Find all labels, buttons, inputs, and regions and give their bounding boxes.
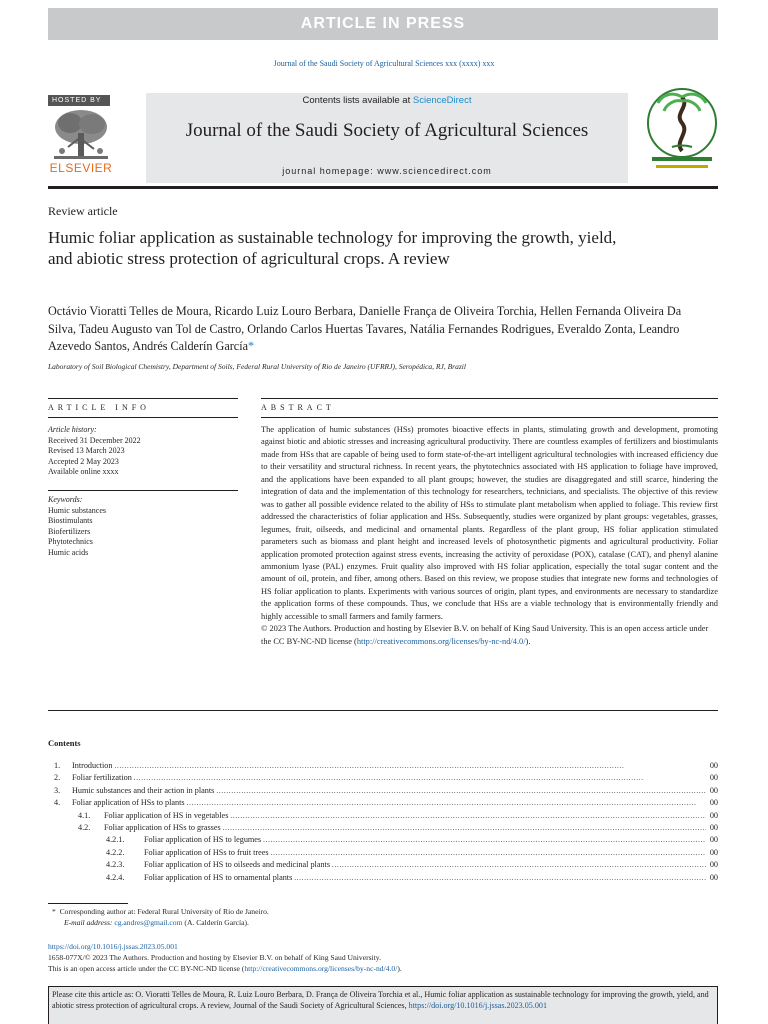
keyword-item: Biostimulants bbox=[48, 516, 93, 525]
toc-entry-label[interactable]: Foliar application of HSs to plants bbox=[72, 798, 185, 808]
abstract-body bbox=[261, 424, 718, 648]
toc-entry-label[interactable]: Foliar application of HS in vegetables bbox=[104, 810, 229, 820]
elsevier-wordmark: ELSEVIER bbox=[49, 161, 113, 175]
author-names: Octávio Vioratti Telles de Moura, Ricardo Luiz Louro Berbara, Danielle França de Oliveira Torchia, Hellen Fernanda Oliveira Da Silva, Tadeu Augusto van Tol de Castro, Orlando Carlos Huertas Tavares, Natália Fernandes Rodrigues, Everaldo Zonta, Leandro Azevedo Santos, Andrés Calderín García bbox=[48, 304, 682, 353]
article-history bbox=[48, 425, 238, 478]
copyright-text: © 2023 The Authors. Production and hosting by Elsevier B.V. on behalf of King Saud University. This is an open access article under the CC BY-NC-ND license ( bbox=[261, 624, 709, 646]
doi-text[interactable]: https://doi.org/10.1016/j.jssas.2023.05.001 bbox=[48, 942, 178, 951]
toc-entry-label[interactable]: Foliar application of HS to legumes bbox=[144, 835, 262, 845]
toc-entry-page: 00 bbox=[709, 810, 718, 820]
hosted-by-label: HOSTED BY bbox=[48, 95, 110, 106]
oa-prefix: This is an open access article under the CC BY-NC-ND license ( bbox=[48, 964, 245, 973]
contents-heading: Contents bbox=[48, 738, 81, 748]
toc-entry[interactable] bbox=[48, 859, 718, 871]
keyword-item: Humic acids bbox=[48, 547, 89, 557]
toc-entry-label[interactable]: Foliar fertilization bbox=[72, 773, 132, 783]
citation-box bbox=[48, 986, 718, 1024]
toc-entry-page: 00 bbox=[709, 822, 718, 832]
table-of-contents bbox=[48, 760, 718, 884]
toc-leader-dots bbox=[271, 847, 706, 859]
doi-link[interactable] bbox=[48, 942, 178, 953]
toc-entry-page: 00 bbox=[709, 847, 718, 857]
keyword-item: Phytotechnics bbox=[48, 537, 93, 546]
oa-suffix: ). bbox=[397, 964, 402, 973]
article-info-heading-rule bbox=[48, 417, 238, 418]
toc-entry-number: 4.1. bbox=[78, 810, 91, 820]
oa-license-link[interactable]: http://creativecommons.org/licenses/by-nc-nd/4.0/ bbox=[244, 964, 398, 973]
abstract-bottom-rule bbox=[48, 710, 718, 711]
toc-leader-dots bbox=[114, 760, 705, 772]
toc-leader-dots bbox=[187, 797, 706, 809]
toc-leader-dots bbox=[263, 834, 706, 846]
toc-leader-dots bbox=[134, 772, 706, 784]
toc-leader-dots bbox=[216, 785, 705, 797]
citation-doi-link[interactable]: https://doi.org/10.1016/j.jssas.2023.05.001 bbox=[408, 1001, 547, 1010]
toc-entry-number: 3. bbox=[54, 785, 61, 795]
corresponding-text: Corresponding author at: Federal Rural University of Rio de Janeiro. bbox=[59, 907, 269, 916]
history-accepted: Accepted 2 May 2023 bbox=[48, 456, 119, 466]
toc-entry-page: 00 bbox=[709, 761, 718, 770]
open-access-line bbox=[48, 964, 402, 975]
keywords-label: Keywords: bbox=[48, 495, 83, 504]
contents-prefix: Contents lists available at bbox=[302, 95, 413, 106]
footnote-mark: * bbox=[52, 907, 56, 916]
masthead-divider bbox=[48, 186, 718, 189]
toc-entry-page: 00 bbox=[709, 785, 718, 795]
toc-leader-dots bbox=[294, 872, 706, 884]
history-revised: Revised 13 March 2023 bbox=[48, 446, 125, 455]
toc-entry-number: 1. bbox=[54, 761, 61, 770]
toc-entry-page: 00 bbox=[709, 860, 718, 870]
toc-entry-number: 4.2.2. bbox=[106, 847, 125, 857]
issn-line: 1658-077X/© 2023 The Authors. Production and hosting by Elsevier B.V. on behalf of King Saud University. bbox=[48, 953, 381, 962]
license-link[interactable]: http://creativecommons.org/licenses/by-nc-nd/4.0/ bbox=[356, 636, 526, 646]
article-title: Humic foliar application as sustainable technology for improving the growth, yield, and abiotic stress protection of agricultural crops. A review bbox=[48, 228, 617, 268]
toc-entry-label[interactable]: Foliar application of HS to oilseeds and medicinal plants bbox=[144, 860, 331, 870]
toc-entry[interactable] bbox=[48, 847, 718, 859]
author-list bbox=[48, 303, 708, 356]
toc-leader-dots bbox=[223, 822, 706, 834]
journal-homepage-link[interactable]: journal homepage: www.sciencedirect.com bbox=[282, 166, 492, 176]
article-info-heading: ARTICLE INFO bbox=[48, 403, 150, 412]
toc-entry[interactable] bbox=[48, 822, 718, 834]
email-link[interactable]: cg.andres@gmail.com bbox=[114, 918, 183, 927]
article-in-press-banner: ARTICLE IN PRESS bbox=[48, 8, 718, 40]
toc-entry-number: 4.2. bbox=[78, 822, 91, 832]
history-label: Article history: bbox=[48, 425, 97, 434]
corresponding-footnote bbox=[52, 906, 269, 917]
toc-entry[interactable] bbox=[48, 785, 718, 797]
journal-name: Journal of the Saudi Society of Agricultural Sciences bbox=[185, 120, 589, 141]
toc-entry-number: 4.2.1. bbox=[106, 835, 125, 845]
toc-entry[interactable] bbox=[48, 872, 718, 884]
toc-entry[interactable] bbox=[48, 810, 718, 822]
corresponding-author-mark[interactable]: * bbox=[248, 339, 255, 353]
article-info-top-rule bbox=[48, 398, 238, 399]
journal-reference-link[interactable]: Journal of the Saudi Society of Agricultural Sciences xxx (xxxx) xxx bbox=[273, 59, 495, 68]
email-name: (A. Calderín García). bbox=[184, 918, 249, 927]
masthead-title-block bbox=[146, 93, 628, 183]
toc-entry-number: 4.2.3. bbox=[106, 860, 125, 870]
toc-entry-label[interactable]: Humic substances and their action in plants bbox=[72, 785, 215, 795]
keyword-item: Biofertilizers bbox=[48, 526, 91, 536]
toc-entry[interactable] bbox=[48, 760, 718, 772]
sciencedirect-link[interactable]: ScienceDirect bbox=[412, 95, 472, 106]
toc-entry-page: 00 bbox=[709, 798, 718, 808]
abstract-copyright bbox=[261, 623, 718, 648]
toc-entry-number: 4.2.4. bbox=[106, 872, 125, 882]
email-footnote bbox=[64, 917, 249, 928]
toc-entry-page: 00 bbox=[709, 773, 718, 783]
abstract-heading-rule bbox=[261, 417, 718, 418]
email-label: E-mail address: bbox=[64, 918, 113, 927]
keywords-block bbox=[48, 495, 238, 558]
toc-entry-label[interactable]: Foliar application of HS to ornamental plants bbox=[144, 872, 293, 882]
contents-available-line bbox=[146, 95, 628, 106]
toc-entry[interactable] bbox=[48, 797, 718, 809]
toc-entry[interactable] bbox=[48, 834, 718, 846]
keyword-item: Humic substances bbox=[48, 505, 106, 515]
toc-entry-page: 00 bbox=[709, 835, 718, 845]
toc-entry[interactable] bbox=[48, 772, 718, 784]
toc-entry-label[interactable]: Foliar application of HSs to fruit trees bbox=[144, 847, 269, 857]
elsevier-tree-logo-icon bbox=[48, 107, 114, 163]
affiliation: Laboratory of Soil Biological Chemistry, Department of Soils, Federal Rural University of Rio de Janeiro (UFRRJ), Seropédica, RJ, Brazil bbox=[48, 362, 466, 371]
toc-entry-number: 4. bbox=[54, 798, 61, 808]
history-received: Received 31 December 2022 bbox=[48, 435, 141, 445]
toc-leader-dots bbox=[230, 810, 705, 822]
journal-masthead bbox=[48, 93, 718, 189]
toc-leader-dots bbox=[332, 859, 706, 871]
history-divider bbox=[48, 490, 238, 491]
toc-entry-label[interactable]: Introduction bbox=[72, 761, 113, 770]
article-type: Review article bbox=[48, 204, 118, 218]
society-logo-icon bbox=[644, 85, 720, 173]
toc-entry-page: 00 bbox=[709, 872, 718, 882]
footnote-rule bbox=[48, 903, 128, 904]
history-online: Available online xxxx bbox=[48, 467, 119, 476]
copyright-end: ). bbox=[525, 636, 531, 646]
toc-entry-label[interactable]: Foliar application of HSs to grasses bbox=[104, 822, 221, 832]
abstract-text: The application of humic substances (HSs) promotes bioactive effects in plants, stimulating growth and development, promoting against biotic and abiotic stresses and increasing agricultural productivity. There are countless examples of fertilizers and biostimulants made from HSs that are capable of being used to form state-of-the-art intelligent agricultural technologies with increased efficiency due to their versatility and structural richness. In recent years, the phytotechnics associated with HS application to foliage have improved, and the applications have been expanded to all plant groups; however, the studies are disaggregated and still scarce, hindering the integration of data and the implementation of this technology for researchers, technicians, and specialists. The objective of this review was to gather all possible evidence related to the ability of HSs to stimulate plant metabolism when applied to foliage. This review first addressed the characteristics of foliar application and HSs. Subsequently, studies were organized by plant groups: vegetables, grasses, legumes, fruit, oilseeds, and medicinal and ornamental plants. Regardless of the plant group, HS foliar application stimulated parameters such as biomass and plant height and increased levels of photosynthetic pigments and agricultural productivity. Foliar application promoted protection against stress events, increasing the activity of peroxidase (POX), catalase (CAT), and phenyl alanine ammonium lyase (PAL) enzymes. Fruit quality also improved with HS foliar application, especially the total sugar content and the amount of oil, protein, and fiber, among others. Based on this review, we propose studies that integrate new forms and technologies of HS foliar application to plants. Experiments with various sources of origin, plant types, and environments are necessary to standardize the application forms of these compounds. Thus, we conclude that HSs are a viable technology that is environmentally friendly and highly accessible to small farmers and family farmers. bbox=[261, 425, 718, 621]
citation-text: Please cite this article as: O. Vioratti Telles de Moura, R. Luiz Louro Berbara, D. França de Oliveira Torchia et al., Humic foliar application as sustainable technology for improving the growth, yield, and abiotic stress protection of agricultural crops. A review, Journal of the Saudi Society of Agricultural Sciences, bbox=[52, 990, 709, 1010]
abstract-top-rule bbox=[261, 398, 718, 399]
abstract-heading: ABSTRACT bbox=[261, 403, 335, 412]
toc-entry-number: 2. bbox=[54, 773, 61, 783]
